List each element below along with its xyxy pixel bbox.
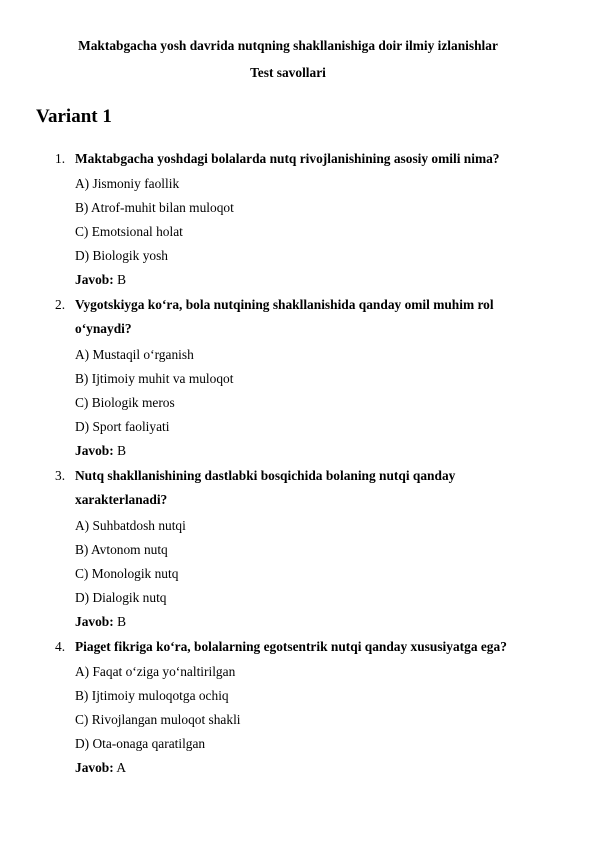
document-title: Maktabgacha yosh davrida nutqning shakllanishiga doir ilmiy izlanishlar: [78, 38, 498, 53]
question-text: Vygotskiyga ko‘ra, bola nutqining shakllanishida qanday omil muhim rol o‘ynaydi?: [75, 297, 494, 336]
answer-line: [75, 268, 126, 292]
question-number: 1.: [55, 151, 66, 166]
answer-value: B: [117, 443, 126, 458]
option-b: B) Ijtimoiy muloqotga ochiq: [75, 688, 229, 703]
option-c: C) Emotsional holat: [75, 224, 183, 239]
answer-label: Javob:: [75, 760, 114, 775]
question-number: 3.: [55, 468, 66, 483]
answer-label: Javob:: [75, 443, 114, 458]
option-c: C) Biologik meros: [75, 395, 175, 410]
answer-line: [75, 756, 126, 780]
option-d: D) Sport faoliyati: [75, 419, 170, 434]
option-d: D) Ota-onaga qaratilgan: [75, 736, 206, 751]
document-subtitle: Test savollari: [250, 65, 326, 80]
answer-value: B: [117, 614, 126, 629]
option-d: D) Dialogik nutq: [75, 590, 167, 605]
answer-label: Javob:: [75, 272, 114, 287]
question-number: 4.: [55, 639, 66, 654]
option-c: C) Rivojlangan muloqot shakli: [75, 712, 241, 727]
option-a: A) Mustaqil o‘rganish: [75, 347, 194, 362]
answer-label: Javob:: [75, 614, 114, 629]
question-text: Nutq shakllanishining dastlabki bosqichida bolaning nutqi qanday xarakterlanadi?: [75, 468, 456, 507]
option-b: B) Ijtimoiy muhit va muloqot: [75, 371, 234, 386]
option-b: B) Atrof-muhit bilan muloqot: [75, 200, 234, 215]
answer-line: [75, 610, 126, 634]
option-d: D) Biologik yosh: [75, 248, 168, 263]
variant-heading: Variant 1: [36, 106, 112, 127]
option-a: A) Suhbatdosh nutqi: [75, 518, 186, 533]
question-text: Piaget fikriga ko‘ra, bolalarning egotsentrik nutqi qanday xususiyatga ega?: [75, 639, 507, 654]
option-b: B) Avtonom nutq: [75, 542, 168, 557]
option-a: A) Faqat o‘ziga yo‘naltirilgan: [75, 664, 236, 679]
option-a: A) Jismoniy faollik: [75, 176, 180, 191]
answer-value: B: [117, 272, 126, 287]
answer-line: [75, 439, 126, 463]
question-text: Maktabgacha yoshdagi bolalarda nutq rivojlanishining asosiy omili nima?: [75, 151, 500, 166]
question-number: 2.: [55, 297, 66, 312]
answer-value: A: [116, 760, 126, 775]
option-c: C) Monologik nutq: [75, 566, 179, 581]
